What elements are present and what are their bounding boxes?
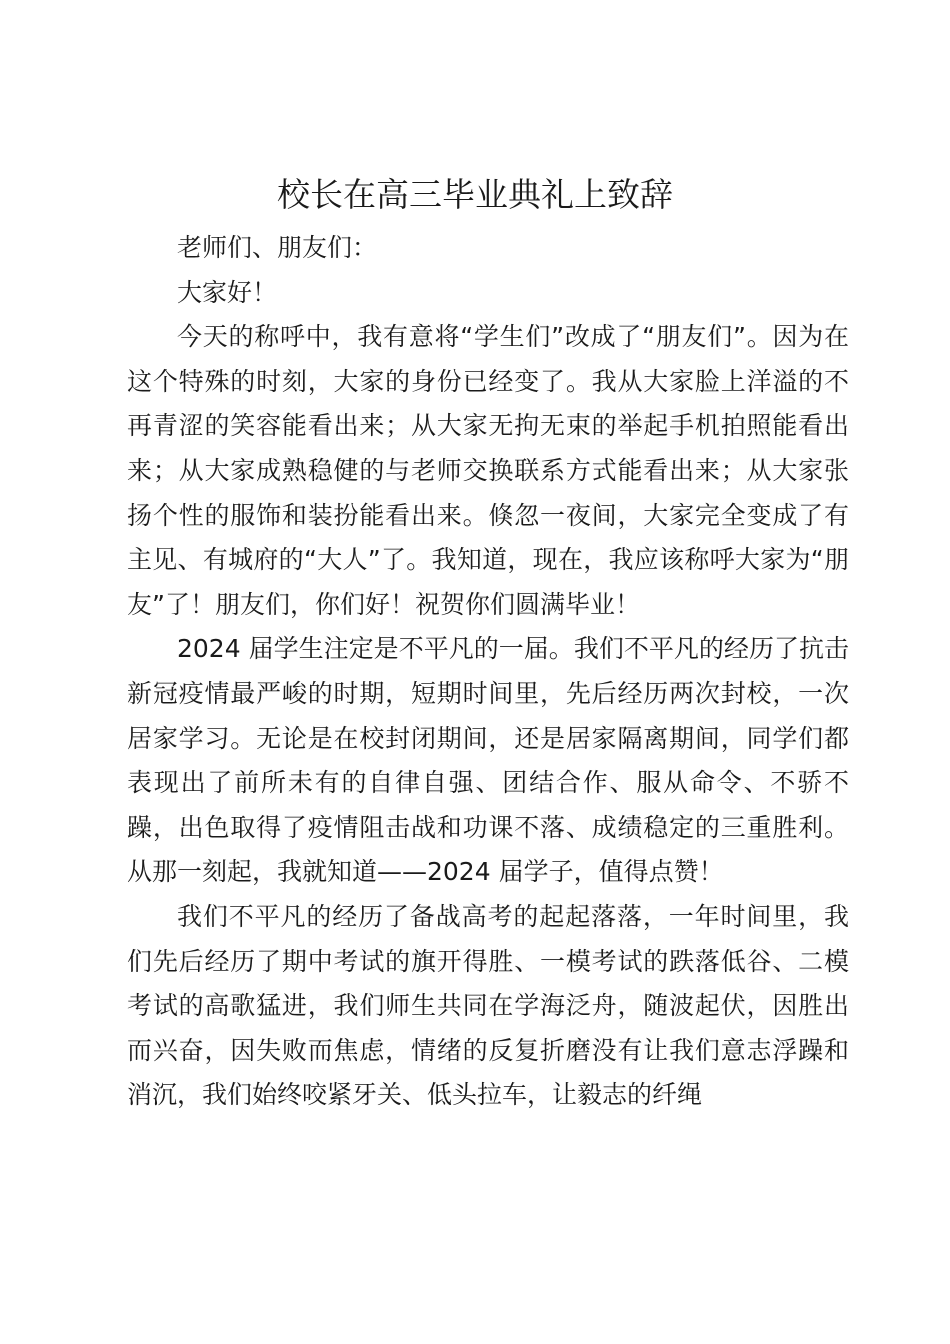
body-paragraph: 2024 届学生注定是不平凡的一届。我们不平凡的经历了抗击新冠疫情最严峻的时期，短期时间里，先后经历两次封校，一次居家学习。无论是在校封闭期间，还是居家隔离期间，同学们都表现出了前所未有的自律自强、团结合作、服从命令、不骄不躁，出色取得了疫情阻击战和功课不落、成绩稳定的三重胜利。从那一刻起，我就知道——2024 届学子，值得点赞！ [127,634,849,887]
greeting-paragraph: 大家好！ [177,277,278,307]
salutation-paragraph: 老师们、朋友们： [177,233,378,262]
document-title: 校长在高三毕业典礼上致辞 [277,175,673,214]
body-paragraph: 我们不平凡的经历了备战高考的起起落落，一年时间里，我们先后经历了期中考试的旗开得胜、一模考试的跌落低谷、二模考试的高歌猛进，我们师生共同在学海泛舟，随波起伏，因胜出而兴奋，因失败而焦虑，情绪的反复折磨没有让我们意志浮躁和消沉，我们始终咬紧牙关、低头拉车，让毅志的纤绳 [127,901,849,1110]
body-paragraph: 今天的称呼中，我有意将“学生们”改成了“朋友们”。因为在这个特殊的时刻，大家的身份已经变了。我从大家脸上洋溢的不再青涩的笑容能看出来；从大家无拘无束的举起手机拍照能看出来；从大家成熟稳健的与老师交换联系方式能看出来；从大家张扬个性的服饰和装扮能看出来。倏忽一夜间，大家完全变成了有主见、有城府的“大人”了。我知道，现在，我应该称呼大家为“朋友”了！朋友们，你们好！祝贺你们圆满毕业！ [127,322,849,619]
document-body [127,226,849,1118]
